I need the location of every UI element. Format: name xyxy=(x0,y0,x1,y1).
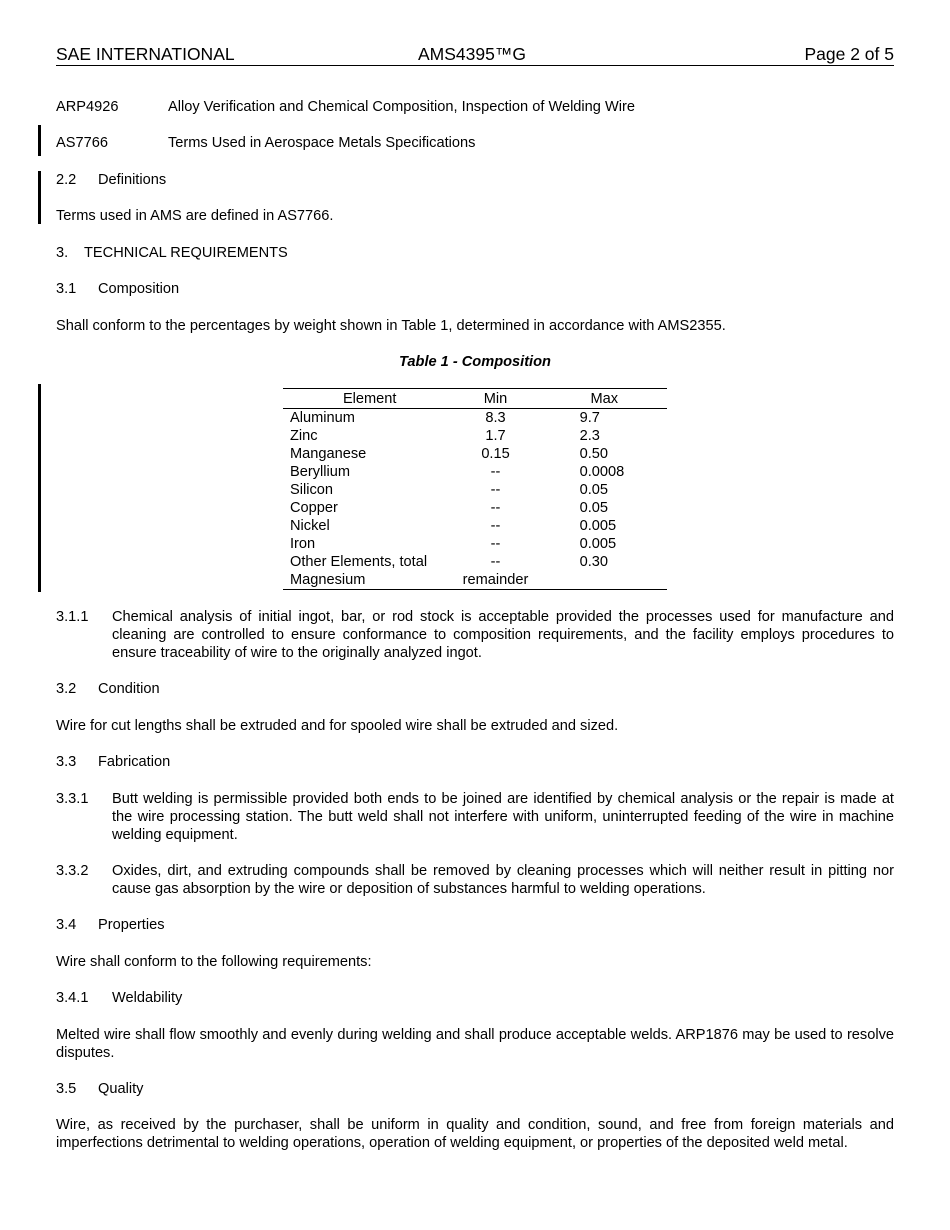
cell-min: -- xyxy=(490,536,501,552)
paragraph: Wire, as received by the purchaser, shall be uniform in quality and condition, sound, and free from foreign materials and imperfections detrimental to welding operations, operation of welding equipment, or properties of the deposited weld metal. xyxy=(56,1117,894,1151)
cell-element: Copper xyxy=(290,500,338,516)
cell-max: 0.0008 xyxy=(579,464,625,480)
table-row xyxy=(283,535,667,553)
header-org: SAE INTERNATIONAL xyxy=(56,44,235,64)
section-number: 3. xyxy=(56,245,69,261)
cell-max: 0.50 xyxy=(579,446,609,462)
section-number: 3.4 xyxy=(56,917,77,933)
table-row xyxy=(283,499,667,517)
cell-element: Iron xyxy=(290,536,316,552)
change-bar xyxy=(38,171,41,224)
ref-code: ARP4926 xyxy=(56,99,119,115)
column-header: Min xyxy=(449,389,541,409)
cell-max: 9.7 xyxy=(579,410,600,426)
table-row xyxy=(283,445,667,463)
paragraph: Butt welding is permissible provided both ends to be joined are identified by chemical analysis or the repair is made at the wire processing station. The butt weld shall not interfere with uniform, uninterrupted feeding of the wire in machine welding equipment. xyxy=(112,791,894,843)
section-title: Quality xyxy=(98,1081,144,1097)
section-title: Properties xyxy=(98,917,165,933)
table-row xyxy=(283,427,667,445)
table-row xyxy=(283,571,667,590)
cell-max: 0.005 xyxy=(579,536,617,552)
section-title: Composition xyxy=(98,281,180,297)
ref-code: AS7766 xyxy=(56,135,108,151)
paragraph: Wire for cut lengths shall be extruded and for spooled wire shall be extruded and sized. xyxy=(56,718,619,734)
section-title: TECHNICAL REQUIREMENTS xyxy=(84,245,288,261)
cell-max: 0.30 xyxy=(579,554,609,570)
cell-element: Other Elements, total xyxy=(290,554,428,570)
cell-max: 0.005 xyxy=(579,518,617,534)
change-bar xyxy=(38,384,41,592)
cell-element: Aluminum xyxy=(290,410,355,426)
section-title: Condition xyxy=(98,681,160,697)
table-row xyxy=(283,463,667,481)
paragraph: Wire shall conform to the following requirements: xyxy=(56,954,372,970)
cell-min: remainder xyxy=(449,571,541,590)
ref-title: Terms Used in Aerospace Metals Specifications xyxy=(168,135,476,151)
cell-min: -- xyxy=(490,500,501,516)
section-number: 3.2 xyxy=(56,681,77,697)
cell-min: -- xyxy=(490,464,501,480)
ref-title: Alloy Verification and Chemical Composition, Inspection of Welding Wire xyxy=(168,99,635,115)
cell-max: 0.05 xyxy=(579,500,609,516)
change-bar xyxy=(38,125,41,156)
section-number: 2.2 xyxy=(56,172,77,188)
cell-min: 1.7 xyxy=(485,428,506,444)
cell-max xyxy=(542,571,667,590)
section-number: 3.3 xyxy=(56,754,77,770)
column-header: Element xyxy=(283,389,449,409)
table-row xyxy=(283,553,667,571)
cell-min: 0.15 xyxy=(481,446,510,462)
table-row xyxy=(283,517,667,535)
paragraph: Melted wire shall flow smoothly and evenly during welding and shall produce acceptable welds. ARP1876 may be used to resolve disputes. xyxy=(56,1027,894,1061)
cell-min: -- xyxy=(490,554,501,570)
paragraph: Oxides, dirt, and extruding compounds shall be removed by cleaning processes which will neither result in pitting nor cause gas absorption by the wire or deposition of substances harmful to welding operations. xyxy=(112,863,894,897)
composition-table xyxy=(283,388,667,590)
cell-element: Magnesium xyxy=(283,571,449,590)
section-title: Weldability xyxy=(112,990,183,1006)
section-number: 3.4.1 xyxy=(56,990,89,1006)
section-number: 3.1 xyxy=(56,281,77,297)
header-page-number: Page 2 of 5 xyxy=(804,44,894,64)
section-title: Definitions xyxy=(98,172,167,188)
section-number: 3.5 xyxy=(56,1081,77,1097)
cell-element: Nickel xyxy=(290,518,330,534)
table-caption: Table 1 - Composition xyxy=(399,354,551,370)
page-header xyxy=(56,43,894,66)
column-header: Max xyxy=(542,389,667,409)
paragraph: Terms used in AMS are defined in AS7766. xyxy=(56,208,334,224)
cell-min: -- xyxy=(490,482,501,498)
paragraph: Shall conform to the percentages by weight shown in Table 1, determined in accordance with AMS2355. xyxy=(56,318,726,334)
cell-element: Manganese xyxy=(290,446,367,462)
cell-element: Silicon xyxy=(290,482,333,498)
paragraph: Chemical analysis of initial ingot, bar, or rod stock is acceptable provided the processes used for manufacture and cleaning are controlled to ensure conformance to composition requirements, and the facility employs procedures to ensure traceability of wire to the originally analyzed ingot. xyxy=(112,609,894,661)
section-number: 3.3.2 xyxy=(56,863,89,879)
cell-min: -- xyxy=(490,518,501,534)
cell-max: 0.05 xyxy=(579,482,609,498)
section-number: 3.3.1 xyxy=(56,791,89,807)
table-row xyxy=(283,481,667,499)
cell-max: 2.3 xyxy=(579,428,600,444)
table-row xyxy=(283,409,667,428)
header-doc-id: AMS4395™G xyxy=(418,44,526,64)
cell-element: Zinc xyxy=(290,428,318,444)
cell-min: 8.3 xyxy=(485,410,506,426)
cell-element: Beryllium xyxy=(290,464,351,480)
section-title: Fabrication xyxy=(98,754,171,770)
section-number: 3.1.1 xyxy=(56,609,89,625)
